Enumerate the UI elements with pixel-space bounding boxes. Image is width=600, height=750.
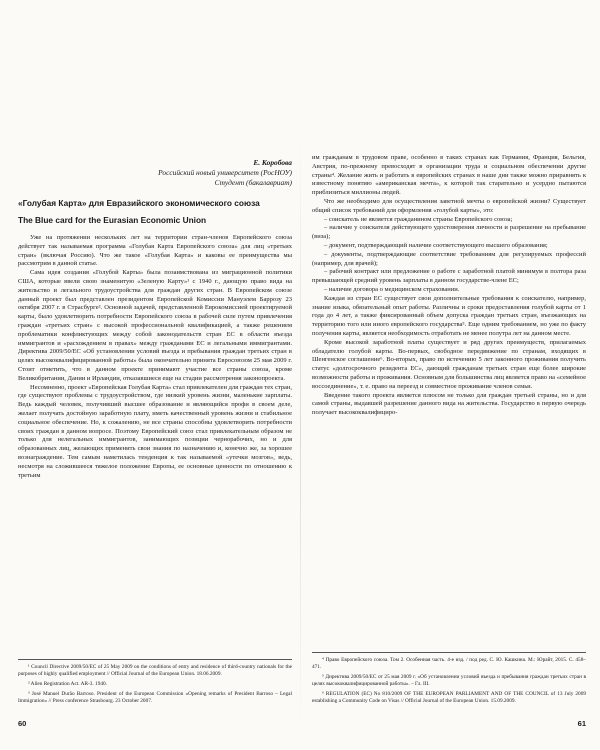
book-gutter: [300, 130, 301, 736]
paragraph: Уже на протяжении нескольких лет на территории стран-членов Европейского союза действует так называемая программа «Голубая Карта Европейского союза» для лиц «третьих стран» (включая Россию). Что же такое «Голубая Карта» и каковы ее преимущества мы рассмотрим в данной статье.: [18, 234, 292, 268]
footnote: ³ José Manuel Durão Barroso. President of the European Commission «Opening remarks of President Barroso – Legal Immigration» // Press conference Strasbourg. 23 October 2007.: [18, 691, 292, 704]
article-title-en: The Blue card for the Eurasian Economic Union: [18, 215, 207, 225]
footnote: ² Alien Registration Act. AR-3. 1940.: [28, 681, 107, 687]
paragraph: Введение такого проекта является плюсом не только для граждан третьей страны, но и для самой страны, выдавшей разрешение данного вида на жительства. Государство в первую очередь получает высококвалифициро-: [312, 391, 586, 417]
list-item: – наличие договора о медицинском страховании.: [324, 285, 460, 293]
right-footnotes: [312, 652, 586, 708]
paragraph: Сама идея создания «Голубой Карты» была позаимствована из миграционной политики США, которые ввели свою знаменитую «Зеленую Карту»¹ с 1940 г., дающую право вида на жительство и легального трудоустройства для граждан других стран. В Европейском союзе данный проект был представлен президентом Европейской Комиссии Мануэлем Баррозу 23 октября 2007 г. в Страсбурге². Основной задачей, представленной Еврокомиссией проектируемой карты, было удовлетворить потребности Европейского союза в рабочей силе путем привлечения граждан «третьих стран» с высокой профессиональной квалификацией, а также решением проблематики конфликтующих между собой законодательств стран ЕС в области въезда иммигрантов и «расхождением в правах» между гражданами ЕС и легальными иммигрантами. Директива 2009/50/ЕС «Об установлении условий въезда и пребывания граждан третьих стран в целях высококвалифицированной работы» была окончательно принята Евросоюзом 25 мая 2009 г. Стоит отметить, что в данном проекте принимают участие все страны союза, кроме Великобритании, Дании и Ирландии, отказавшиеся еще на стадии рассмотрения законопроекта.: [18, 269, 292, 382]
author-status: Студент (бакалавриат): [214, 178, 292, 187]
right-body-text: [312, 150, 586, 418]
footnote: ¹ Council Directive 2009/50/EC of 25 May 2009 on the conditions of entry and residence of third-country nationals for the purposes of highly qualified employment // Official Journal of the European Union. 18.06.2009.: [18, 664, 292, 677]
list-item: – наличие у соискателя действующего удостоверения личности и разрешение на пребывание (виза);: [312, 224, 586, 241]
paragraph: Каждая из стран ЕС существует свои дополнительные требования к соискателю, например, знание языка, обязательный опыт работы. Различны и сроки предоставления голубой карты от 1 года до 4 лет, а также фиксированный объем допуска граждан третьих стран, въезжающих на территорию того или иного европейского государства⁵. Еще одним требованием, но уже по факту получения карты, является необходимость отработать не менее полутра лет на данном месте.: [312, 294, 586, 337]
author-name: Е. Коробова: [253, 158, 292, 167]
page-number-right: 61: [577, 719, 586, 728]
left-footnotes: [18, 659, 292, 708]
footnote: ⁶ REGULATION (EC) No 810/2009 OF THE EUROPEAN PARLIAMENT AND OF THE COUNCIL of 13 July 2009 establishing a Community Code on Visas // Official Journal of the European Union. 15.09.2009.: [312, 691, 586, 704]
paragraph: Несомненно, проект «Европейская Голубая Карта» стал привлекателен для граждан тех стран, где существуют проблемы с трудоустройством, где низкий уровень жизни, маленькие зарплаты. Ведь каждый человек, получивший высшее образование и являющийся профи в своем деле, желает получать достойную заработную плату, иметь качественный уровень жизни и стабильное социальное обеспечение. Но, к сожалению, не все страны способны удовлетворить потребности своих граждан в данном вопросе. Поэтому Европейский союз стал привлекательным образом не только для нелегальных иммигрантов, занимающих позиции чернорабочих, но и для образованных лиц, желающих применить свои знания по назначению и, конечно же, за хорошее вознаграждение. Тем самым наметилась тенденция к так называемой «утечки мозгов», ведь, несмотря на сложившееся тяжелое положение Европы, ее основные ценности по отношению к третьим: [18, 383, 292, 479]
paragraph: им гражданам в трудовом праве, особенно в таких странах как Германия, Франция, Бельгия, Австрия, по-прежнему превосходят в организации труда и социальном обеспечении другие страны⁴. Желание жить и работать в европейских странах в наше дни также можно приравнять к известному понятию «американская мечта», к которой так старательно и усердно пытаются приблизиться миллионы людей.: [312, 154, 586, 197]
list-item: – рабочий контракт или предложение о работе с заработной платой минимум в полтора раза превышающей средний уровень зарплаты в данном государстве-члене ЕС;: [312, 268, 586, 285]
left-body-text: [18, 234, 292, 480]
right-page: [312, 150, 586, 732]
list-item: – документ, подтверждающий наличие соответствующего высшего образования;: [324, 241, 548, 249]
footnote: ⁴ Право Европейского союза. Том 2. Особенная часть. 4-е изд. / под ред. С. Ю. Кашкина. М.: Юрайт, 2015. С. 458–471.: [312, 657, 586, 670]
page-number-left: 60: [18, 719, 27, 728]
footnote: ⁵ Директива 2009/50/ЕС от 25 мая 2009 г. «Об установлении условий въезда и пребывания граждан третьих стран в целях высококвалифицированной работы». – Гл. III.: [312, 674, 586, 687]
article-title-ru: «Голубая Карта» для Евразийского экономического союза: [18, 198, 260, 208]
paragraph: Кроме высокой заработной платы существует и ряд других преимуществ, прилагаемых обладателю голубой карты. Во-первых, свободное передвижение по странам, входящих в Шенгенское соглашение⁶. Во-вторых, право по истечению 5 лет законного проживания получить статус «долгосрочного резидента ЕС», дающий гражданам третьих стран еще более широкие возможности работы и проживания. Основным для большинства лиц является право на «семейное воссоединение», т. е. право на переезд и совместное проживание членов семьи.: [312, 338, 586, 390]
byline: [18, 158, 292, 188]
left-page: [18, 150, 292, 732]
paragraph: Что же необходимо для осуществления заветной мечты о европейской жизни? Существует общий список требований для оформления «голубой карты», это:: [312, 197, 586, 214]
author-affiliation: Российский новый университет (РосНОУ): [158, 168, 292, 177]
list-item: – документы, подтверждающие соответствие требованиям для регулируемых профессий (например, для врачей);: [312, 250, 586, 267]
list-item: – соискатель не является гражданином страны Европейского союза;: [324, 215, 513, 223]
